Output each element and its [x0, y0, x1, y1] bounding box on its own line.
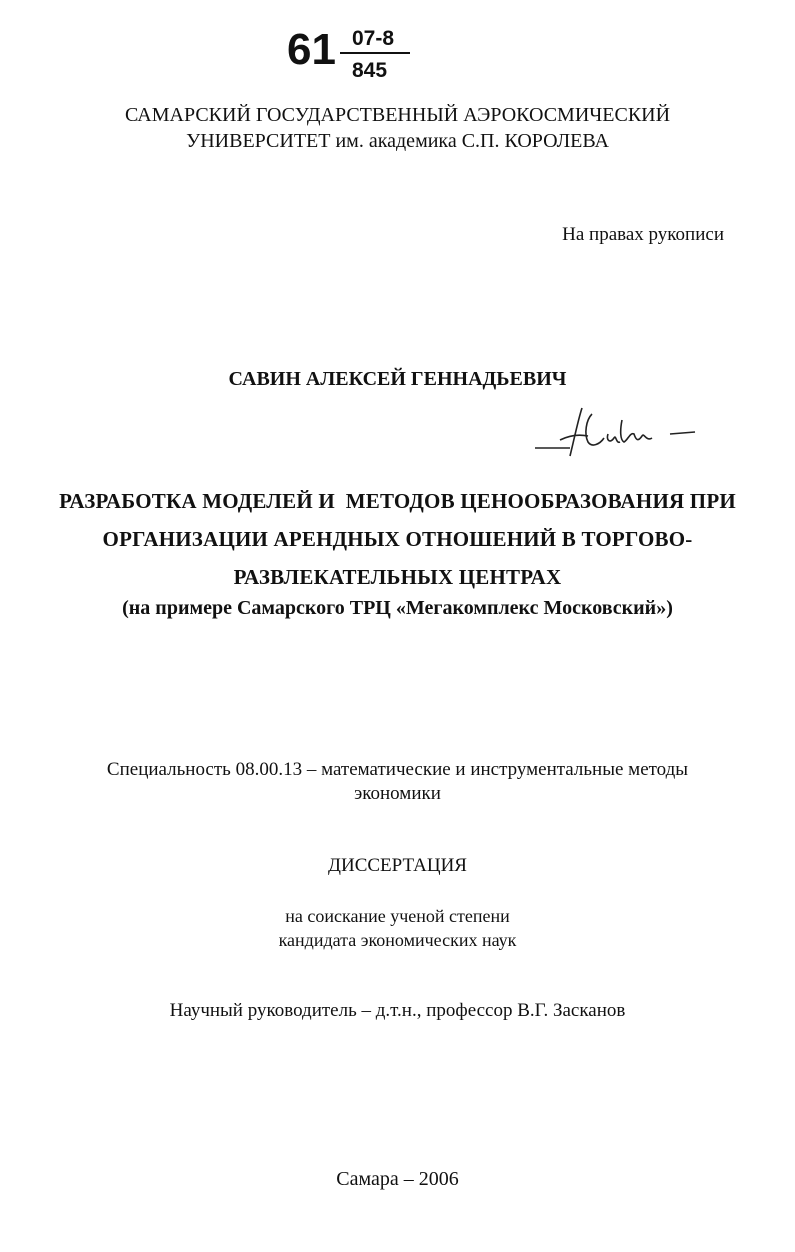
- title-line-1: РАЗРАБОТКА МОДЕЛЕЙ И МЕТОДОВ ЦЕНООБРАЗОВАНИЯ ПРИ: [59, 489, 736, 513]
- archive-stamp-prefix: 61: [287, 25, 336, 74]
- degree-line-2: кандидата экономических наук: [278, 930, 517, 950]
- dissertation-subtitle: (на примере Самарского ТРЦ «Мегакомплекс Московский»): [122, 597, 673, 619]
- title-line-3: РАЗВЛЕКАТЕЛЬНЫХ ЦЕНТРАХ: [233, 565, 562, 589]
- archive-stamp-bottom: 845: [352, 59, 388, 82]
- dissertation-title: [0, 482, 795, 596]
- degree-line-1: на соискание ученой степени: [285, 906, 510, 926]
- specialty-line-1: Специальность 08.00.13 – математические и инструментальные методы: [106, 759, 689, 780]
- document-type: ДИССЕРТАЦИЯ: [328, 855, 467, 876]
- scientific-advisor: Научный руководитель – д.т.н., профессор В.Г. Засканов: [169, 1000, 626, 1021]
- specialty: [0, 758, 795, 806]
- university-header: [0, 102, 795, 154]
- university-line-2: УНИВЕРСИТЕТ им. академика С.П. КОРОЛЕВА: [186, 130, 609, 152]
- specialty-line-2: экономики: [354, 783, 441, 804]
- author-name: САВИН АЛЕКСЕЙ ГЕННАДЬЕВИЧ: [228, 368, 567, 390]
- archive-stamp-divider: [340, 52, 410, 54]
- manuscript-rights: На правах рукописи: [562, 224, 724, 245]
- university-line-1: САМАРСКИЙ ГОСУДАРСТВЕННЫЙ АЭРОКОСМИЧЕСКИЙ: [124, 104, 671, 126]
- archive-stamp-top: 07-8: [352, 27, 395, 50]
- degree: [0, 904, 795, 952]
- title-line-2: ОРГАНИЗАЦИИ АРЕНДНЫХ ОТНОШЕНИЙ В ТОРГОВО-: [102, 527, 693, 551]
- city-year: Самара – 2006: [336, 1168, 459, 1190]
- signature-icon: [530, 400, 700, 460]
